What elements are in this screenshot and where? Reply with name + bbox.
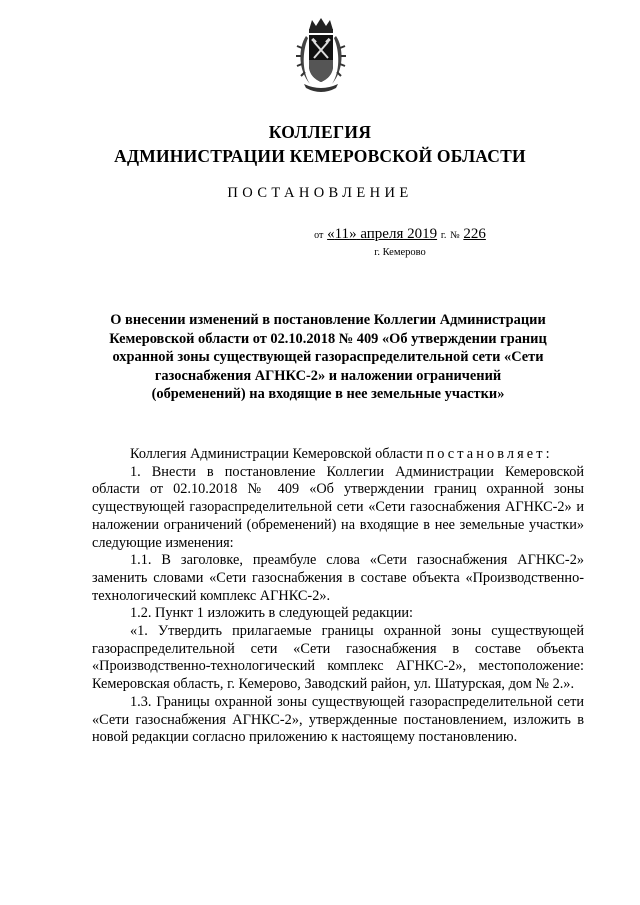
date-month-year: апреля 2019 [360,226,438,242]
date-day-field: «11» апреля 2019 [327,226,438,242]
document-number: 226 [463,226,486,242]
year-suffix: г. [440,230,447,241]
organization-subtitle: АДМИНИСТРАЦИИ КЕМЕРОВСКОЙ ОБЛАСТИ [114,146,526,166]
intro-paragraph: Коллегия Администрации Кемеровской области постановляет: [130,446,553,462]
document-subject: О внесении изменений в постановление Коллегии Администрации Кемеровской области от 02.10.2018 № 409 «Об утверждении границ охранной зоны существующей газораспределительной сети «Сети газоснабжения АГНКС-2» и наложении ограничений (обременений) на входящие в нее земельные участки» [109,312,547,402]
number-sign: № [450,230,460,241]
document-type: ПОСТАНОВЛЕНИЕ [227,185,413,201]
paragraph-1: 1. Внести в постановление Коллегии Администрации Кемеровской области от 02.10.2018 № 409 «Об утверждении границ охранной зоны существующей газораспределительной сети «Сети газоснабжения АГНКС-2» и наложении ограничений (обременений) на входящие в нее земельные участки» следующие изменения: [92,463,584,551]
city: г. Кемерово [374,247,426,258]
paragraph-1-3: 1.3. Границы охранной зоны существующей газораспределительной сети «Сети газоснабжения АГНКС-2», утвержденные постановлением, изложить в новой редакции согласно приложению к настоящему постановлению. [92,693,584,746]
paragraph-1-2-text: «1. Утвердить прилагаемые границы охранной зоны существующей газораспределительной сети «Сети газоснабжения в составе объекта «Производственно-технологический комплекс АГНКС-2», местоположение: Кемеровская область, г. Кемерово, Заводский район, ул. Шатурская, дом № 2.». [92,623,584,693]
date-day: 11 [334,226,350,242]
date-line [80,226,640,243]
organization-title: КОЛЛЕГИЯ [268,122,372,142]
document-body [92,446,584,747]
paragraph-1-2: 1.2. Пункт 1 изложить в следующей редакции: [130,605,413,622]
date-prefix: от [314,230,324,241]
paragraph-1-1: 1.1. В заголовке, преамбуле слова «Сети газоснабжения АГНКС-2» заменить словами «Сети газоснабжения в составе объекта «Производственно-технологический комплекс АГНКС-2». [92,552,584,604]
kemerovo-coat-of-arms-icon [296,18,346,94]
